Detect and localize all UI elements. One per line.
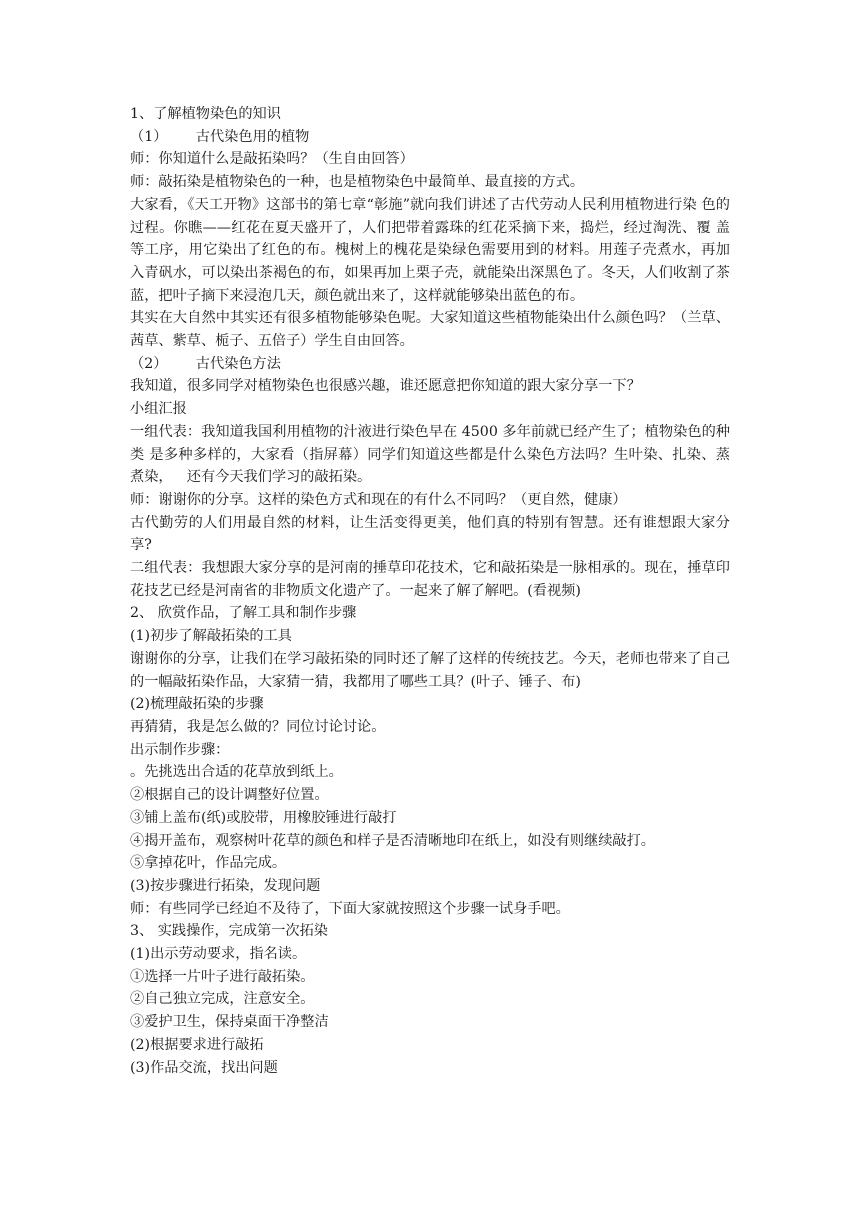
paragraph: 一组代表：我知道我国利用植物的汁液进行染色早在 4500 多年前就已经产生了；植物染色的种类 是多种多样的，大家看（指屏幕）同学们知道这些都是什么染色方法吗？生叶染、扎染、蒸煮染， 还有今天我们学习的敲拓染。 <box>130 423 730 486</box>
step-item: ③铺上盖布(纸)或胶带，用橡胶锤进行敲打 <box>130 809 397 826</box>
step-item: 。先挑选出合适的花草放到纸上。 <box>130 764 343 781</box>
paragraph: 小组汇报 <box>130 401 187 418</box>
paragraph: 谢谢你的分享，让我们在学习敲拓染的同时还了解了这样的传统技艺。今天，老师也带来了自己的一幅敲拓染作品，大家猜一猜，我都用了哪些工具？(叶子、锤子、布) <box>130 650 730 690</box>
document-body <box>130 103 730 1079</box>
paragraph: 师：有些同学已经迫不及待了，下面大家就按照这个步骤一试身手吧。 <box>130 900 570 917</box>
step-item: ②根据自己的设计调整好位置。 <box>130 787 329 804</box>
paragraph: 二组代表：我想跟大家分享的是河南的捶草印花技术，它和敲拓染是一脉相承的。现在，捶草印 花技艺已经是河南省的非物质文化遗产了。一起来了解了解吧。(看视频) <box>130 560 730 599</box>
subheading-2: （2） 古代染色方法 <box>130 355 281 372</box>
heading-1: 1、了解植物染色的知识 <box>130 106 281 122</box>
step-item: ④揭开盖布，观察树叶花草的颜色和样子是否清晰地印在纸上，如没有则继续敲打。 <box>130 832 655 849</box>
subheading: (3)按步骤进行拓染，发现问题 <box>130 877 321 894</box>
paragraph: 其实在大自然中其实还有很多植物能够染色呢。大家知道这些植物能染出什么颜色吗？（兰草、茜草、紫草、栀子、五倍子）学生自由回答。 <box>130 310 730 350</box>
heading-3: 3、 实践操作，完成第一次拓染 <box>130 923 328 940</box>
subheading: (3)作品交流，找出问题 <box>130 1059 278 1076</box>
step-item: ⑤拿掉花叶，作品完成。 <box>130 855 287 872</box>
paragraph: 师：谢谢你的分享。这样的染色方式和现在的有什么不同吗？（更自然，健康） <box>130 491 627 508</box>
subheading: (1)初步了解敲拓染的工具 <box>130 628 292 645</box>
requirement-item: ②自己独立完成，注意安全。 <box>130 991 315 1008</box>
requirement-item: ①选择一片叶子进行敲拓染。 <box>130 968 315 985</box>
paragraph: 师：敲拓染是植物染色的一种，也是植物染色中最简单、最直接的方式。 <box>130 174 585 191</box>
heading-2: 2、 欣赏作品，了解工具和制作步骤 <box>130 605 357 622</box>
paragraph: 师：你知道什么是敲拓染吗？（生自由回答） <box>130 151 414 168</box>
paragraph: 出示制作步骤： <box>130 741 230 758</box>
subheading: (2)梳理敲拓染的步骤 <box>130 696 264 713</box>
subheading: (1)出示劳动要求，指名读。 <box>130 946 307 963</box>
paragraph: 古代勤劳的人们用最自然的材料，让生活变得更美，他们真的特别有智慧。还有谁想跟大家分享? <box>130 514 730 554</box>
paragraph: 再猜猜，我是怎么做的？同位讨论讨论。 <box>130 718 386 735</box>
subheading-1: （1） 古代染色用的植物 <box>130 128 310 145</box>
subheading: (2)根据要求进行敲拓 <box>130 1036 264 1053</box>
paragraph: 我知道，很多同学对植物染色也很感兴趣，谁还愿意把你知道的跟大家分享一下？ <box>130 378 641 395</box>
requirement-item: ③爱护卫生，保持桌面干净整洁 <box>130 1014 329 1031</box>
paragraph: 大家看，《天工开物》这部书的第七章“彰施”就向我们讲述了古代劳动人民利用植物进行染 色的过程。你瞧——红花在夏天盛开了，人们把带着露珠的红花采摘下来，捣烂，经过淘洗、覆 盖等工序，用它染出了红色的布。槐树上的槐花是染绿色需要用到的材料。用莲子壳煮水，再加 入青矾水，可以染出茶褐色的布，如果再加上栗子壳，就能染出深黑色了。冬天，人们收割了茶 蓝，把叶子摘下来浸泡几天，颜色就出来了，这样就能够染出蓝色的布。 <box>130 196 730 304</box>
